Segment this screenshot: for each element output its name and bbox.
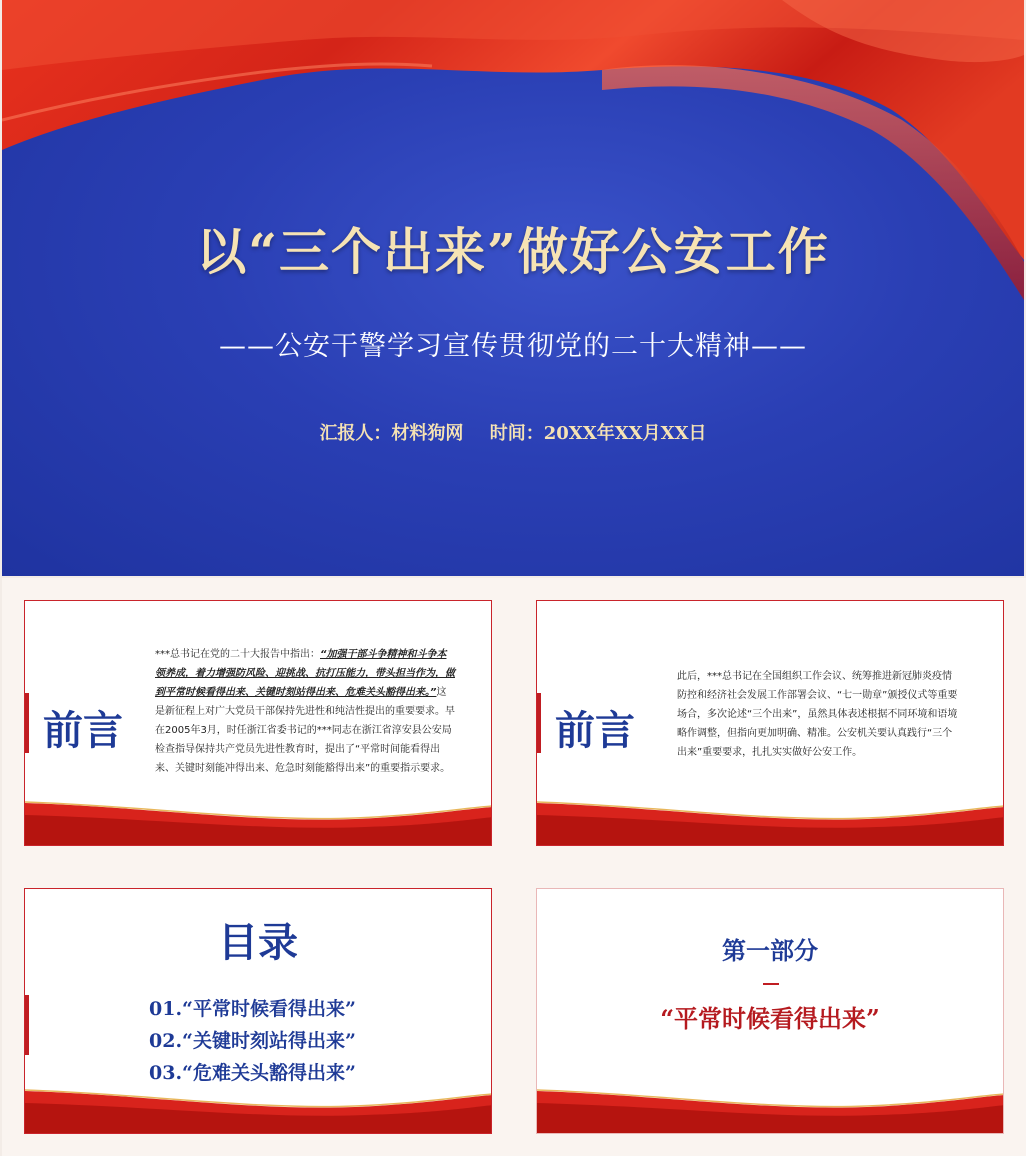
toc-item-2[interactable]: 02.“关键时刻站得出来” bbox=[149, 1030, 356, 1052]
slide-frame bbox=[24, 600, 492, 846]
preface-intro: ***总书记在党的二十大报告中指出： bbox=[155, 649, 320, 660]
red-wave-decoration bbox=[537, 1073, 1004, 1133]
slide-frame bbox=[536, 600, 1004, 846]
red-wave-decoration bbox=[25, 1073, 492, 1133]
cover-slide bbox=[2, 0, 1024, 576]
date-label: 时间：20XX年XX月XX日 bbox=[489, 423, 707, 444]
toc-slide bbox=[2, 866, 514, 1156]
preface-heading: 前言 bbox=[555, 707, 635, 754]
part-one-slide bbox=[514, 866, 1026, 1156]
reporter-label: 汇报人：材料狗网 bbox=[319, 423, 464, 444]
accent-bar bbox=[24, 693, 29, 753]
slide-frame bbox=[24, 888, 492, 1134]
part-subtitle: “平常时候看得出来” bbox=[660, 1004, 880, 1033]
toc-item-3[interactable]: 03.“危难关头豁得出来” bbox=[149, 1062, 356, 1084]
cover-title: 以“三个出来”做好公安工作 bbox=[196, 222, 830, 281]
preface-slide-1 bbox=[2, 578, 514, 868]
part-heading: 第一部分 bbox=[722, 936, 818, 965]
preface-paragraph: 此后，***总书记在全国组织工作会议、统筹推进新冠肺炎疫情防控和经济社会发展工作部署会议、“七一勋章”颁授仪式等重要场合，多次论述“三个出来”，虽然具体表述根据不同环境和语境略作调整，但指向更加明确、精准。公安机关要认真践行“三个出来”重要要求，扎扎实实做好公安工作。 bbox=[677, 671, 958, 758]
red-silk-ribbon bbox=[2, 0, 1024, 576]
preface-slide-2 bbox=[514, 578, 1026, 868]
red-wave-decoration bbox=[25, 785, 492, 845]
part-divider bbox=[763, 983, 779, 985]
cover-meta bbox=[2, 419, 1024, 445]
preface-rest: 这是新征程上对广大党员干部保持先进性和纯洁性提出的重要要求。早在2005年3月，时任浙江省委书记的***同志在浙江省淳安县公安局检查指导保持共产党员先进性教育时，提出了“平常时间能看得出来、关键时刻能冲得出来、危急时刻能豁得出来”的重要指示要求。 bbox=[155, 687, 455, 774]
accent-bar bbox=[536, 693, 541, 753]
slide-frame bbox=[536, 888, 1004, 1134]
toc-item-1[interactable]: 01.“平常时候看得出来” bbox=[149, 998, 356, 1020]
preface-paragraph bbox=[155, 645, 455, 778]
red-wave-decoration bbox=[537, 785, 1004, 845]
preface-heading: 前言 bbox=[43, 707, 123, 754]
accent-bar bbox=[24, 995, 29, 1055]
cover-subtitle: ——公安干警学习宣传贯彻党的二十大精神—— bbox=[219, 331, 807, 362]
preface-quote: “加强干部斗争精神和斗争本领养成，着力增强防风险、迎挑战、抗打压能力，带头担当作为，做到平常时候看得出来、关键时刻站得出来、危难关头豁得出来。” bbox=[155, 649, 455, 698]
toc-heading: 目录 bbox=[218, 919, 298, 966]
